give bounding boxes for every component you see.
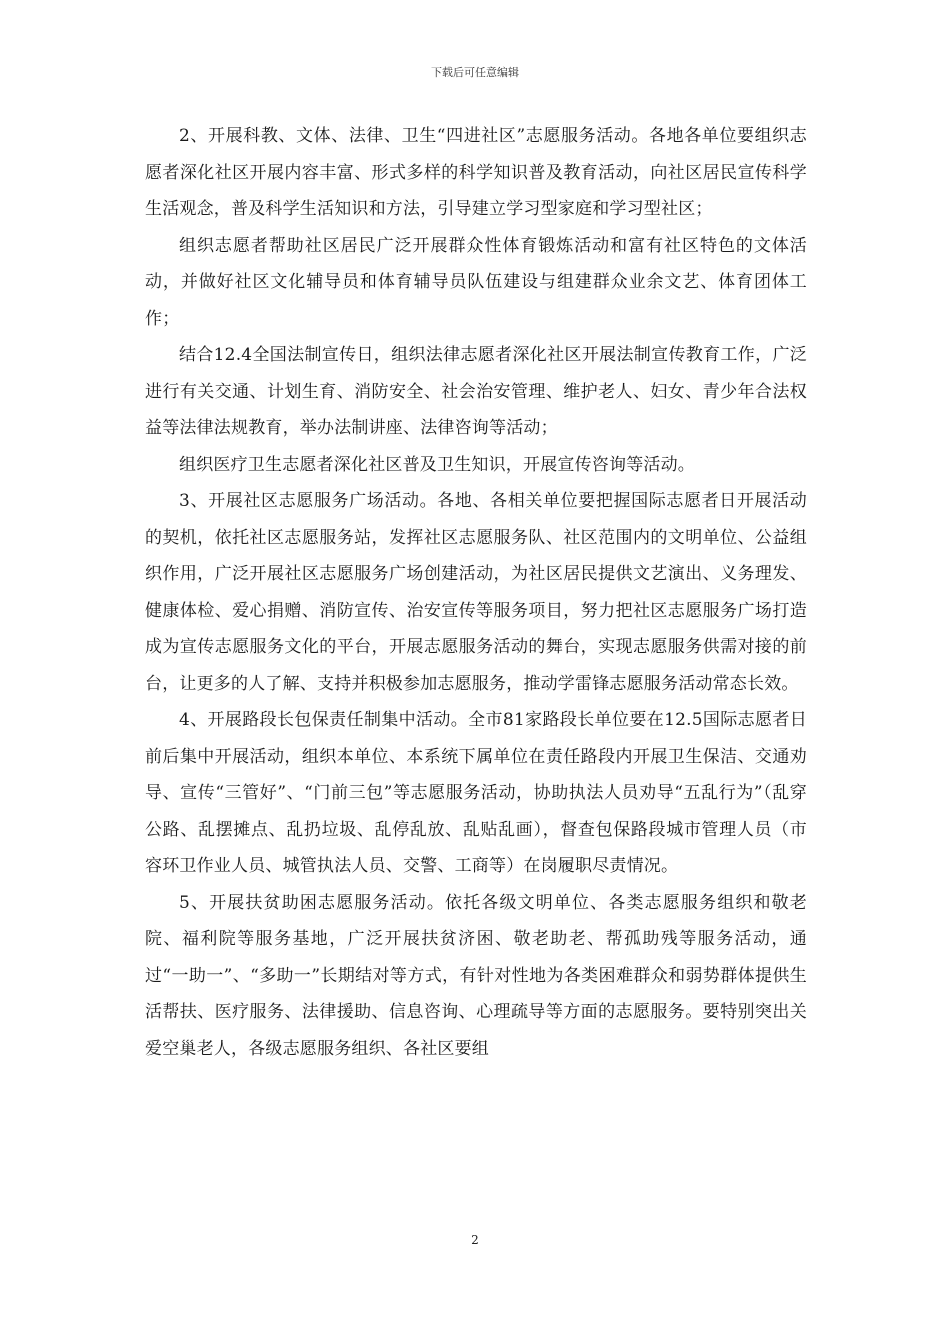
paragraph-7: 5、开展扶贫助困志愿服务活动。依托各级文明单位、各类志愿服务组织和敬老院、福利院等服务基地，广泛开展扶贫济困、敬老助老、帮孤助残等服务活动，通过“一助一”、“多助一”长期结对等方式，有针对性地为各类困难群众和弱势群体提供生活帮扶、医疗服务、法律援助、信息咨询、心理疏导等方面的志愿服务。要特别突出关爱空巢老人，各级志愿服务组织、各社区要组 — [145, 892, 807, 1059]
page-number: 2 — [471, 1233, 479, 1247]
paragraph-3: 结合12.4全国法制宣传日，组织法律志愿者深化社区开展法制宣传教育工作，广泛进行有关交通、计划生育、消防安全、社会治安管理、维护老人、妇女、青少年合法权益等法律法规教育，举办法制讲座、法律咨询等活动； — [145, 345, 807, 438]
document-body — [145, 118, 807, 1067]
page-header: 下载后可任意编辑 — [431, 66, 519, 79]
paragraph-2: 组织志愿者帮助社区居民广泛开展群众性体育锻炼活动和富有社区特色的文体活动，并做好社区文化辅导员和体育辅导员队伍建设与组建群众业余文艺、体育团体工作； — [145, 235, 807, 329]
paragraph-1: 2、开展科教、文体、法律、卫生“四进社区”志愿服务活动。各地各单位要组织志愿者深化社区开展内容丰富、形式多样的科学知识普及教育活动，向社区居民宣传科学生活观念，普及科学生活知识和方法，引导建立学习型家庭和学习型社区； — [145, 126, 807, 219]
paragraph-4: 组织医疗卫生志愿者深化社区普及卫生知识，开展宣传咨询等活动。 — [179, 454, 695, 475]
paragraph-5: 3、开展社区志愿服务广场活动。各地、各相关单位要把握国际志愿者日开展活动的契机，依托社区志愿服务站，发挥社区志愿服务队、社区范围内的文明单位、公益组织作用，广泛开展社区志愿服务广场创建活动，为社区居民提供文艺演出、义务理发、健康体检、爱心捐赠、消防宣传、治安宣传等服务项目，努力把社区志愿服务广场打造成为宣传志愿服务文化的平台，开展志愿服务活动的舞台，实现志愿服务供需对接的前台，让更多的人了解、支持并积极参加志愿服务，推动学雷锋志愿服务活动常态长效。 — [145, 491, 807, 694]
paragraph-6: 4、开展路段长包保责任制集中活动。全市81家路段长单位要在12.5国际志愿者日前后集中开展活动，组织本单位、本系统下属单位在责任路段内开展卫生保洁、交通劝导、宣传“三管好”、“门前三包”等志愿服务活动，协助执法人员劝导“五乱行为”（乱穿公路、乱摆摊点、乱扔垃圾、乱停乱放、乱贴乱画），督查包保路段城市管理人员（市容环卫作业人员、城管执法人员、交警、工商等）在岗履职尽责情况。 — [145, 710, 807, 876]
